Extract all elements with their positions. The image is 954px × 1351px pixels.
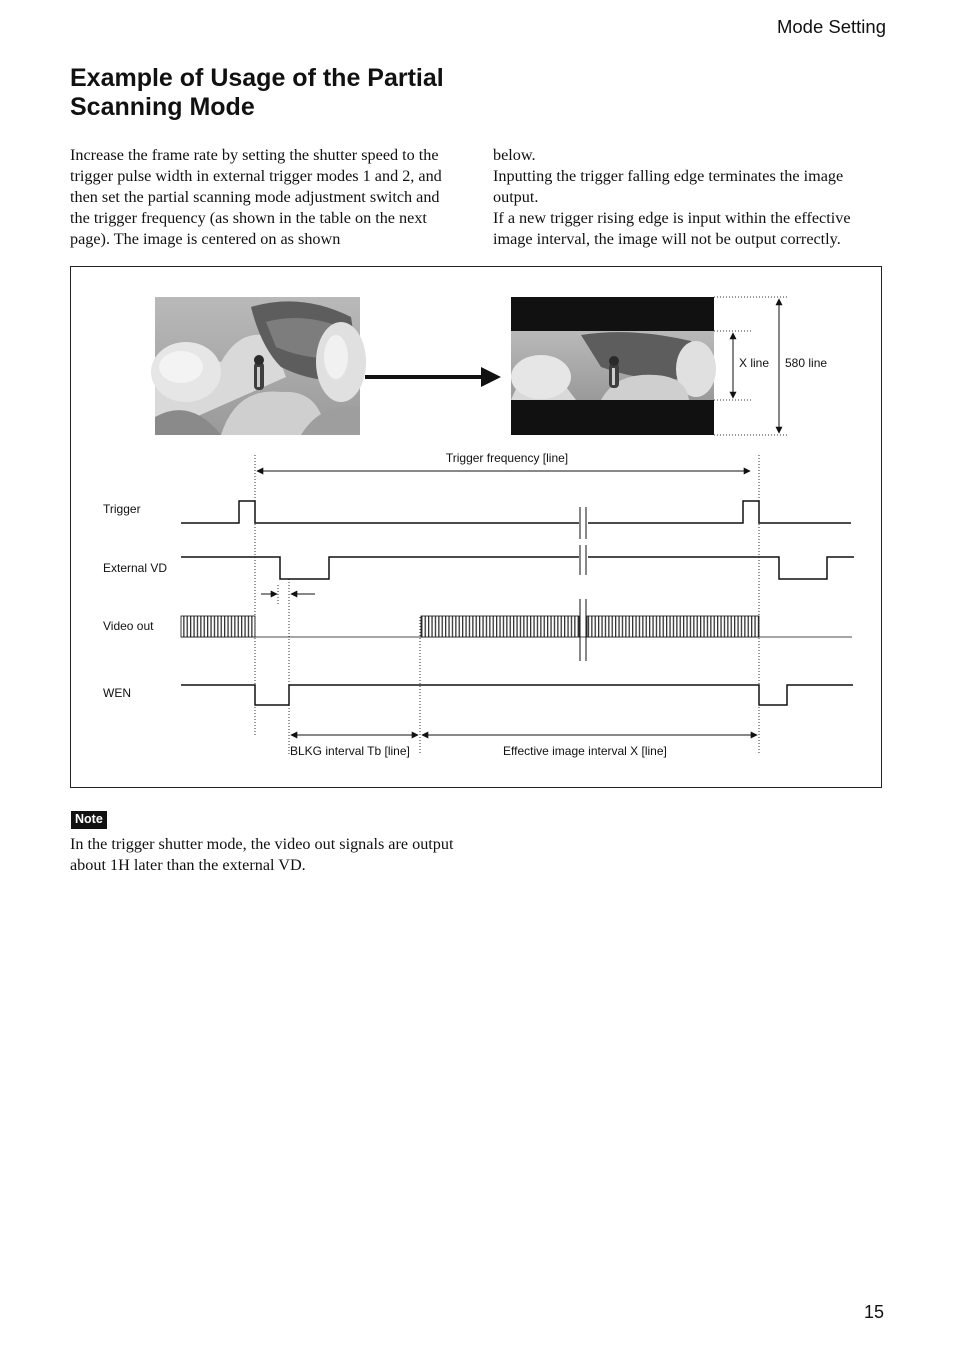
body-paragraph: Increase the frame rate by setting the shutter speed to the trigger pulse width in external trigger modes 1 and 2, and then set the partial scanning mode adjustment switch and the trigger frequency (as shown in the table on the next page). The image is centered on as shown — [70, 146, 442, 248]
body-column-right — [493, 145, 885, 250]
effective-interval-label: Effective image interval X [line] — [503, 744, 667, 758]
page-number: 15 — [863, 1302, 884, 1322]
header-section-title: Mode Setting — [776, 16, 886, 37]
transition-arrowhead — [481, 367, 501, 387]
note-badge: Note — [71, 811, 107, 829]
break-marks — [580, 507, 586, 661]
signal-label-wen: WEN — [103, 686, 131, 700]
body-paragraph: below. — [493, 146, 536, 164]
timing-guides — [255, 455, 759, 755]
source-photo — [151, 297, 366, 435]
signal-label-external-vd: External VD — [103, 561, 168, 575]
body-paragraph: If a new trigger rising edge is input within the effective image interval, the image will not be output correctly. — [493, 209, 851, 248]
wen-waveform — [181, 685, 853, 705]
external-vd-waveform — [181, 557, 854, 579]
580-line-label: 580 line — [785, 356, 828, 370]
body-column-left — [70, 145, 462, 250]
note-text: In the trigger shutter mode, the video out signals are output about 1H later than the external VD. — [70, 835, 454, 874]
timing-diagram-canvas — [71, 267, 883, 789]
x-line-label: X line — [739, 356, 770, 370]
signal-label-trigger: Trigger — [103, 502, 141, 516]
page-title: Example of Usage of the Partial Scanning Mode — [70, 64, 444, 121]
video-out-waveform — [181, 616, 852, 637]
blkg-interval-label: BLKG interval Tb [line] — [290, 744, 410, 758]
trigger-frequency-label: Trigger frequency [line] — [445, 451, 569, 465]
partial-scan-photo — [511, 297, 716, 435]
signal-label-video-out: Video out — [103, 619, 154, 633]
trigger-waveform — [181, 501, 851, 523]
body-paragraph: Inputting the trigger falling edge terminates the image output. — [493, 167, 844, 206]
timing-diagram — [70, 266, 882, 788]
